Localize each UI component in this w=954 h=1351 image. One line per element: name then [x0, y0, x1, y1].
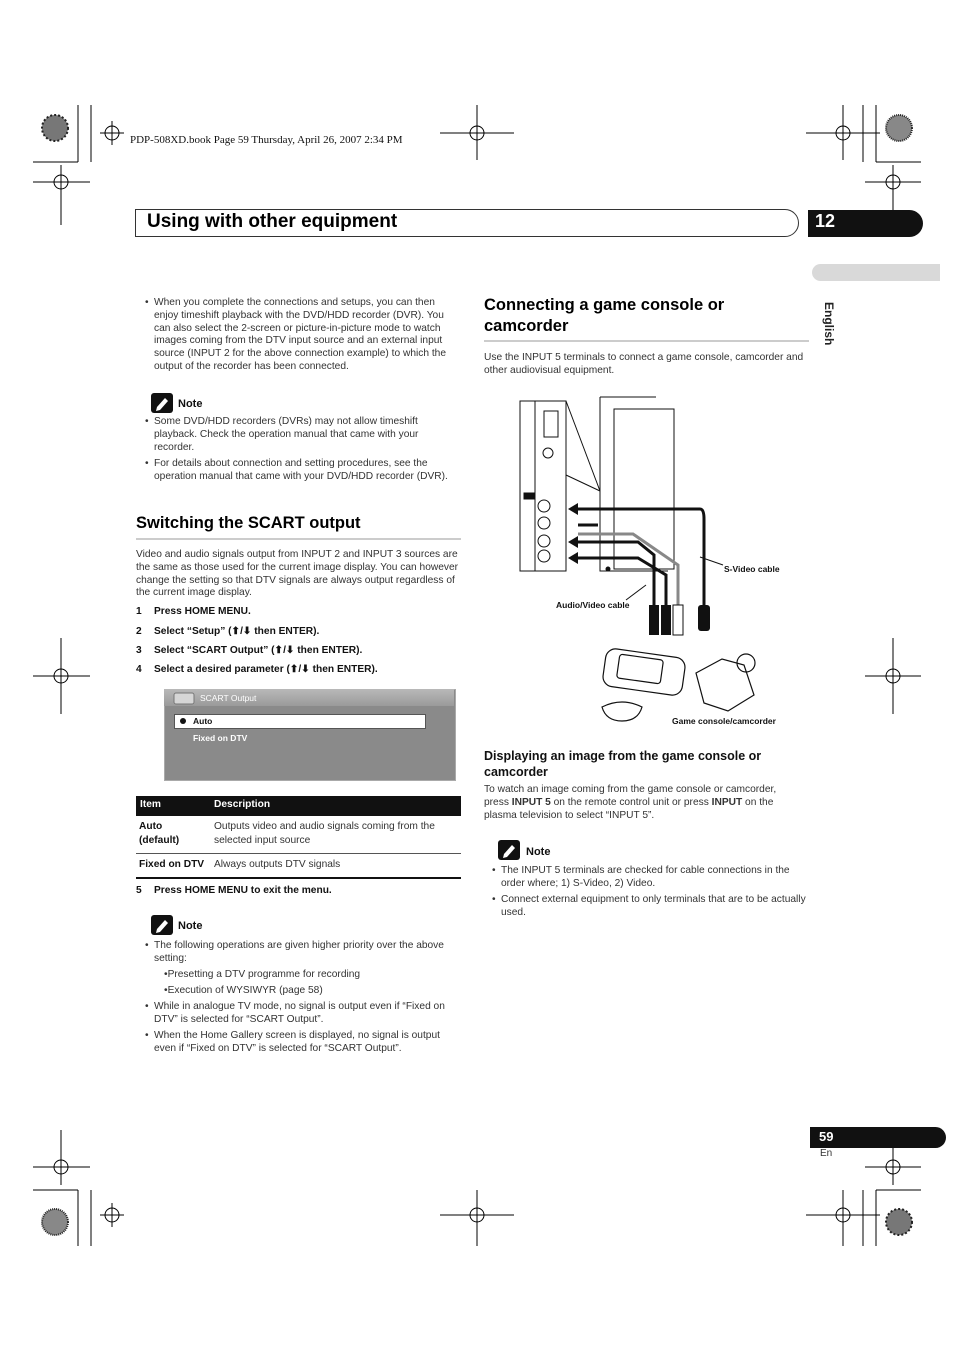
subsection-title: Displaying an image from the game console or camcorder: [484, 749, 762, 779]
table-row-2-item: Fixed on DTV: [139, 859, 205, 870]
note-label-3: Note: [526, 846, 551, 858]
table-row-divider: [136, 853, 461, 854]
print-info: PDP-508XD.book Page 59 Thursday, April 26, 2007 2:34 PM: [130, 134, 403, 146]
note-label-2: Note: [178, 920, 203, 932]
language-label: English: [822, 302, 836, 346]
page-title: Using with other equipment: [147, 211, 398, 232]
note1-bullet-1: • Some DVD/HDD recorders (DVRs) may not allow timeshift playback. Check the operation manual that came with your recorder.: [154, 416, 454, 454]
note2-bullet-2: • While in analogue TV mode, no signal is output even if “Fixed on DTV” is selected for “SCART Output”.: [154, 1001, 460, 1027]
note2-bullet-1: • The following operations are given higher priority over the above setting:: [154, 940, 460, 966]
section-title-scart: Switching the SCART output: [136, 514, 361, 532]
note-label: Note: [178, 398, 203, 410]
note2-subitem-2: •Execution of WYSIWYR (page 58): [164, 985, 323, 996]
section-underline-right: [484, 340, 809, 342]
note1-bullet-2: • For details about connection and setting procedures, see the operation manual that came with your DVD/HDD recorder (DVR).: [154, 458, 454, 484]
table-header-item: Item: [140, 799, 161, 810]
note3-bullet-2: • Connect external equipment to only terminals that are to be actually used.: [501, 894, 807, 920]
note-icon-3: [498, 840, 520, 860]
chapter-number: 12: [815, 211, 836, 231]
table-header-description: Description: [214, 799, 271, 810]
note-icon-2: [151, 915, 173, 935]
av-cable-label: Audio/Video cable: [556, 600, 630, 610]
table-row-1-desc: Outputs video and audio signals coming from the selected input source: [214, 821, 435, 846]
page-number: 59: [819, 1129, 834, 1144]
step-3: 3 Select “SCART Output” (⬆/⬇ then ENTER).: [136, 645, 363, 656]
language-tab: [812, 264, 940, 281]
subsection-text: To watch an image coming from the game console or camcorder, press INPUT 5 on the remote control unit or press INPUT on the plasma television to select “INPUT 5”.: [484, 784, 777, 821]
menu-icon: [172, 691, 198, 707]
menu-option-fixed-dtv[interactable]: Fixed on DTV: [193, 733, 248, 743]
note2-bullet-3: • When the Home Gallery screen is displayed, no signal is output even if “Fixed on DTV” is selected for “SCART Output”.: [154, 1030, 460, 1056]
section-underline: [136, 538, 461, 540]
table-row-1-item: Auto (default): [139, 821, 180, 846]
scart-menu-title: SCART Output: [200, 693, 257, 703]
section-title-game-console: Connecting a game console or camcorder: [484, 296, 725, 335]
step-1: 1 Press HOME MENU.: [136, 606, 251, 617]
note-icon: [151, 393, 173, 413]
step-5: 5 Press HOME MENU to exit the menu.: [136, 885, 332, 896]
table-bottom-rule: [136, 877, 461, 879]
device-label: Game console/camcorder: [672, 716, 776, 726]
selected-dot-icon: [179, 717, 187, 725]
table-header: [136, 796, 461, 816]
step-4: 4 Select a desired parameter (⬆/⬇ then ENTER).: [136, 664, 378, 675]
step-2: 2 Select “Setup” (⬆/⬇ then ENTER).: [136, 626, 320, 637]
scart-intro: Video and audio signals output from INPUT 2 and INPUT 3 sources are the same as those used for the current image display. You can however change the setting so that DTV signals are always output regardless of the current image display.: [136, 549, 459, 599]
note2-subitem-1: •Presetting a DTV programme for recording: [164, 969, 361, 980]
game-console-intro: Use the INPUT 5 terminals to connect a game console, camcorder and other audiovisual equipment.: [484, 352, 804, 376]
page-language: En: [820, 1148, 833, 1159]
note3-bullet-1: • The INPUT 5 terminals are checked for cable connections in the order where; 1) S-Video, 2) Video.: [501, 865, 807, 891]
table-row-2-desc: Always outputs DTV signals: [214, 859, 341, 870]
svideo-cable-label: S-Video cable: [724, 564, 780, 574]
menu-option-auto[interactable]: Auto: [193, 716, 213, 726]
intro-bullet: • When you complete the connections and setups, you can then enjoy timeshift playback with the DVD/HDD recorder (DVR). You can also select the 2-screen or picture-in-picture mode to watch images coming from the DTV input source and an external input source (INPUT 2 for the above connection example) to which the output of the recorder has been connected.: [154, 297, 460, 374]
